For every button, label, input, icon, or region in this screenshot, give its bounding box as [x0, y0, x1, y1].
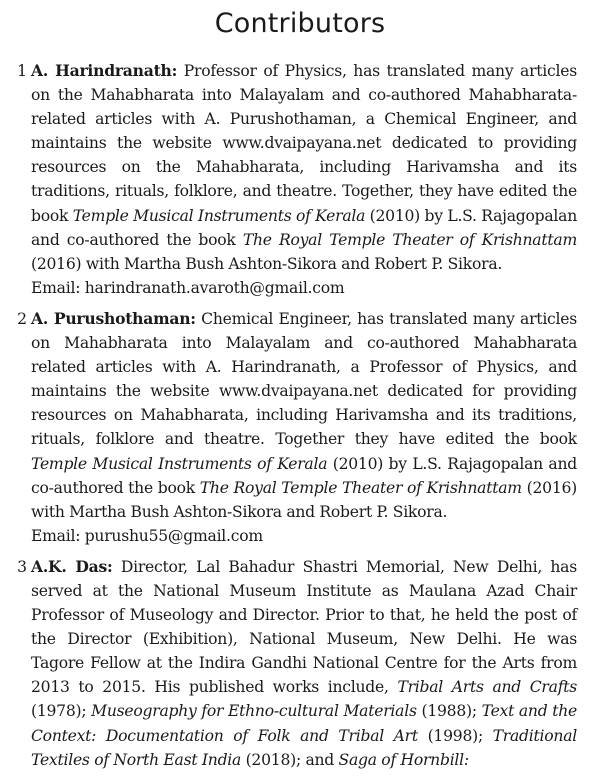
book-title: Saga of Hornbill:	[338, 750, 469, 769]
book-title: Temple Musical Instruments of Kerala	[72, 206, 366, 225]
contributor-email[interactable]: Email: harindranath.avaroth@gmail.com	[31, 278, 345, 297]
bio-text: (2016) with Martha Bush Ashton-Sikora and Robert P. Sikora.	[31, 478, 577, 521]
contributor-name: A. Harindranath:	[31, 61, 178, 80]
entry-body	[31, 307, 577, 548]
bio-text: (2016) with Martha Bush Ashton-Sikora and Robert P. Sikora.	[31, 254, 503, 273]
bio-text: (2010) by L.S. Rajagopalan and co-authored the book	[31, 454, 577, 497]
bio-text: Chemical Engineer, has translated many articles on Mahabharata into Malayalam and co-authored Mahabharata related articles with A. Harindranath, a Professor of Physics, and maintains the website www.dvaipayana.net dedicated for providing resources on Mahabharata, including Harivamsha and its traditions, rituals, folklore and theatre. Together they have edited the book	[31, 309, 578, 449]
book-title: Text and the Context: Documentation of Folk and Tribal Art	[31, 702, 578, 745]
contributor-email[interactable]: Email: purushu55@gmail.com	[31, 526, 263, 545]
bio-text: (2018); and	[241, 750, 339, 769]
book-title: Tribal Arts and Crafts	[397, 678, 577, 697]
entry-number: 2	[17, 309, 27, 328]
bio-text: (1998);	[417, 726, 493, 745]
entry-body	[31, 555, 577, 772]
bio-text: (2010) by L.S. Rajagopalan and co-authored the book	[31, 206, 577, 249]
contributor-bio	[31, 558, 577, 769]
contributor-entry	[0, 307, 600, 548]
book-title: Traditional Textiles of North East India	[31, 726, 577, 769]
book-title: The Royal Temple Theater of Krishnattam	[242, 230, 577, 249]
bio-text: Director, Lal Bahadur Shastri Memorial, New Delhi, has served at the National Museum Institute as Maulana Azad Chair Professor of Museology and Director. Prior to that, he held the post of the Director (Exhibition), National Museum, New Delhi. He was Tagore Fellow at the Indira Gandhi National Centre for the Arts from 2013 to 2015. His published works include,	[31, 557, 577, 697]
entry-body	[31, 59, 577, 300]
contributor-name: A. Purushothaman:	[31, 308, 196, 328]
book-title: Museography for Ethno-cultural Materials	[91, 702, 417, 721]
book-title: Temple Musical Instruments of Kerala	[31, 454, 328, 473]
contributor-bio	[31, 62, 577, 273]
bio-text: (1988);	[416, 702, 482, 721]
entry-number: 1	[17, 62, 27, 80]
contributor-bio	[31, 310, 577, 521]
contributor-name: A.K. Das:	[31, 556, 113, 576]
contributor-entry	[0, 59, 600, 300]
contributors-list	[0, 59, 600, 779]
book-title: The Royal Temple Theater of Krishnattam	[199, 478, 522, 497]
bio-text: Professor of Physics, has translated many articles on the Mahabharata into Malayalam and co-authored Mahabharata-related articles with A. Purushothaman, a Chemical Engineer, and maintains the website www.dvaipayana.net dedicated to providing resources on the Mahabharata, including Harivamsha and its traditions, rituals, folklore, and theatre. Together, they have edited the book	[31, 62, 577, 225]
page-title: Contributors	[214, 8, 386, 39]
contributor-entry	[0, 555, 600, 772]
entry-number: 3	[17, 557, 27, 576]
bio-text: (1978);	[31, 702, 92, 721]
